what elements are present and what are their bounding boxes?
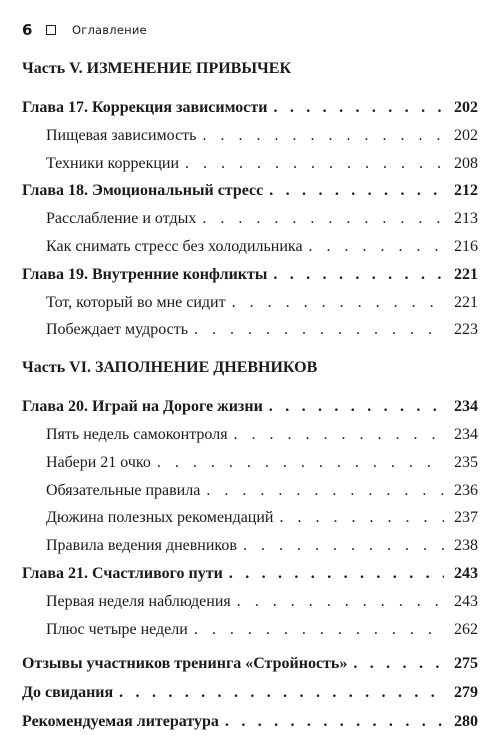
running-title: Оглавление	[72, 23, 147, 37]
dot-leader	[202, 122, 444, 150]
dot-leader	[225, 707, 444, 736]
entry-title: Дюжина полезных рекомендаций	[46, 509, 274, 527]
entry-title: Отзывы участников тренинга «Стройность»	[22, 655, 348, 673]
page-header	[22, 20, 147, 40]
dot-leader	[194, 616, 444, 644]
toc-back-matter-entry[interactable]	[22, 649, 478, 678]
toc-section[interactable]	[22, 477, 478, 505]
toc-section[interactable]	[22, 588, 478, 616]
square-outline-icon	[46, 25, 56, 35]
entry-title: Пять недель самоконтроля	[46, 425, 228, 443]
entry-page: 275	[454, 655, 478, 673]
entry-title: Правила ведения дневников	[46, 537, 237, 555]
dot-leader	[232, 289, 444, 317]
dot-leader	[202, 205, 444, 233]
toc-section[interactable]	[22, 150, 478, 178]
dot-leader	[237, 588, 444, 616]
toc-section[interactable]	[22, 205, 478, 233]
page-number: 6	[22, 21, 33, 39]
toc-section[interactable]	[22, 421, 478, 449]
entry-page: 235	[454, 453, 478, 471]
entry-title: Глава 20. Играй на Дороге жизни	[22, 398, 263, 416]
toc-section[interactable]	[22, 122, 478, 150]
entry-title: Плюс четыре недели	[46, 620, 188, 638]
dot-leader	[353, 649, 444, 678]
entry-page: 234	[454, 425, 478, 443]
entry-title: Глава 19. Внутренние конфликты	[22, 265, 268, 283]
entry-title: Побеждает мудрость	[46, 321, 189, 339]
toc-section[interactable]	[22, 289, 478, 317]
entry-title: Рекомендуемая литература	[22, 713, 219, 731]
entry-page: 202	[454, 126, 478, 144]
dot-leader	[206, 477, 444, 505]
dot-leader	[194, 316, 444, 344]
entry-title: Глава 17. Коррекция зависимости	[22, 99, 268, 116]
entry-title: Обязательные правила	[46, 481, 201, 499]
dot-leader	[185, 150, 444, 178]
entry-title: Первая неделя наблюдения	[46, 592, 231, 610]
dot-leader	[157, 449, 444, 477]
entry-page: 202	[454, 99, 478, 116]
entry-page: 243	[454, 564, 478, 582]
toc-section[interactable]	[22, 616, 478, 644]
entry-page: 236	[454, 481, 478, 499]
entry-page: 280	[454, 713, 478, 731]
entry-title: Пищевая зависимость	[46, 126, 197, 144]
toc-chapter[interactable]	[22, 94, 478, 122]
entry-page: 208	[454, 154, 478, 172]
dot-leader	[234, 421, 444, 449]
toc-section[interactable]	[22, 316, 478, 344]
entry-title: Глава 21. Счастливого пути	[22, 564, 223, 582]
toc-section[interactable]	[22, 504, 478, 532]
entry-page: 279	[454, 684, 478, 702]
dot-leader	[309, 233, 444, 261]
toc-section[interactable]	[22, 233, 478, 261]
dot-leader	[243, 532, 444, 560]
toc-section[interactable]	[22, 449, 478, 477]
entry-page: 237	[454, 509, 478, 527]
toc-chapter[interactable]	[22, 261, 478, 289]
toc-chapter[interactable]	[22, 393, 478, 421]
part-title: Часть VI. ЗАПОЛНЕНИЕ ДНЕВНИКОВ	[22, 359, 318, 377]
dot-leader	[280, 504, 445, 532]
entry-page: 243	[454, 592, 478, 610]
toc-section[interactable]	[22, 532, 478, 560]
entry-page: 212	[454, 182, 478, 200]
dot-leader	[119, 678, 444, 707]
entry-title: Как снимать стресс без холодильника	[46, 237, 303, 255]
entry-title: Расслабление и отдых	[46, 210, 197, 228]
dot-leader	[273, 94, 444, 122]
entry-title: Техники коррекции	[46, 154, 180, 172]
dot-leader	[273, 261, 444, 289]
table-of-contents	[22, 56, 478, 736]
dot-leader	[269, 393, 444, 421]
part-title: Часть V. ИЗМЕНЕНИЕ ПРИВЫЧЕК	[22, 60, 292, 77]
entry-page: 238	[454, 537, 478, 555]
toc-chapter[interactable]	[22, 560, 478, 588]
toc-back-matter-entry[interactable]	[22, 678, 478, 707]
entry-page: 262	[454, 620, 478, 638]
entry-page: 234	[454, 398, 478, 416]
toc-back-matter-entry[interactable]	[22, 707, 478, 736]
entry-page: 223	[454, 321, 478, 339]
dot-leader	[269, 177, 444, 205]
entry-title: До свидания	[22, 684, 114, 702]
entry-title: Глава 18. Эмоциональный стресс	[22, 182, 264, 200]
entry-page: 221	[454, 293, 478, 311]
entry-page: 213	[454, 210, 478, 228]
entry-page: 221	[454, 265, 478, 283]
dot-leader	[229, 560, 444, 588]
toc-chapter[interactable]	[22, 177, 478, 205]
entry-title: Тот, который во мне сидит	[46, 293, 226, 311]
entry-page: 216	[454, 237, 478, 255]
entry-title: Набери 21 очко	[46, 453, 151, 471]
